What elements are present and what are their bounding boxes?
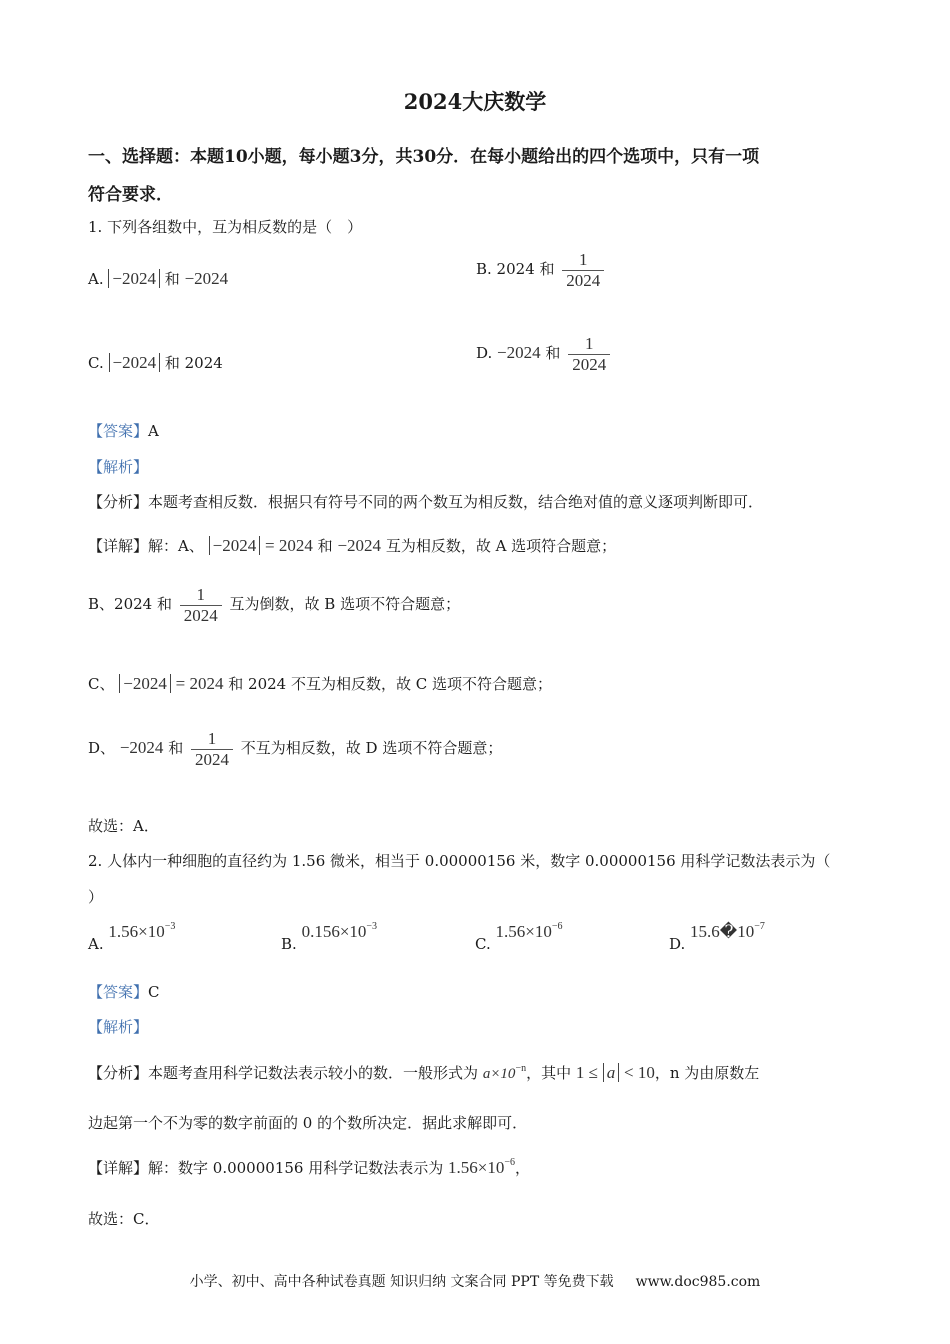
- q2-conclusion: 故选：C．: [88, 1210, 160, 1228]
- fraction: $\frac{1}{2024}$: [562, 250, 604, 290]
- conj: 和: [545, 344, 561, 363]
- abs-value: −2024: [108, 269, 160, 288]
- footer-url[interactable]: www.doc985.com: [635, 1274, 761, 1290]
- section-heading-cont: 符合要求．: [88, 185, 173, 205]
- q2-analysis-cont: 边起第一个不为零的数字前面的 0 的个数所决定．据此求解即可．: [88, 1114, 528, 1132]
- q1-detail-c: C、 −2024 = 2024 和 2024 不互为相反数，故 C 选项不符合题意；: [88, 674, 552, 693]
- q1-option-c: [88, 352, 223, 373]
- q1-conclusion: 故选：A．: [88, 817, 159, 835]
- q1-detail-a: 【详解】解：A、 −2024 = 2024 和 −2024 互为相反数，故 A 选项符合题意；: [88, 536, 617, 555]
- option-tail: 和 2024: [164, 354, 223, 372]
- q2-stem-cont: ）: [88, 888, 104, 906]
- option-label: D.: [476, 344, 493, 363]
- q2-option-b: B. $0.156\times 10^{-3}$: [281, 921, 378, 953]
- q1-jiexi: 【解析】: [88, 458, 149, 476]
- math-value: −2024: [497, 343, 541, 363]
- option-label: A.: [88, 270, 104, 288]
- q1-analysis: 【分析】本题考查相反数．根据只有符号不同的两个数互为相反数，结合绝对值的意义逐项判断即可．: [88, 493, 764, 511]
- fraction: $\frac{1}{2024}$: [568, 334, 610, 374]
- q2-stem: 2. 人体内一种细胞的直径约为 1.56 微米，相当于 0.00000156 米，数字 0.00000156 用科学记数法表示为（: [88, 852, 831, 870]
- footer: [0, 1271, 950, 1291]
- q1-answer: [88, 420, 159, 441]
- q1-detail-b: B、2024 和 $\frac{1}{2024}$ 互为倒数，故 B 选项不符合题意；: [88, 585, 461, 625]
- q2-option-c: C. $1.56\times 10^{-6}$: [475, 921, 563, 953]
- q2-detail: 【详解】解：数字 0.00000156 用科学记数法表示为 $1.56\times 10^{-6}$，: [88, 1157, 530, 1177]
- answer-tag: 【答案】: [88, 422, 149, 440]
- section-heading: 一、选择题：本题10小题，每小题3分，共30分．在每小题给出的四个选项中，只有一项: [88, 147, 760, 167]
- q1-stem: 1. 下列各组数中，互为相反数的是（ ）: [88, 218, 363, 236]
- math-value: −2024: [184, 269, 229, 288]
- q1-option-d: [476, 334, 613, 374]
- option-label: B. 2024 和: [476, 260, 555, 279]
- conj: 和: [164, 270, 180, 288]
- q2-jiexi: 【解析】: [88, 1018, 149, 1036]
- q2-answer: 【答案】C: [88, 983, 160, 1001]
- footer-text: 小学、初中、高中各种试卷真题 知识归纳 文案合同 PPT 等免费下载: [189, 1274, 614, 1290]
- q1-option-b: [476, 250, 607, 290]
- q1-option-a: [88, 268, 228, 289]
- q2-analysis: 【分析】本题考查用科学记数法表示较小的数．一般形式为 $a\times 10^{-n}$，其中 1 ≤ a < 10，n 为由原数左: [88, 1063, 760, 1082]
- q2-option-a: A. $1.56\times 10^{-3}$: [88, 921, 176, 953]
- q2-option-d: D. $15.6�10^{-7}$: [669, 921, 765, 953]
- answer-value: A: [148, 422, 159, 440]
- page-title: 2024大庆数学: [403, 89, 547, 114]
- q1-detail-d: D、 −2024 和 $\frac{1}{2024}$ 不互为相反数，故 D 选项不符合题意；: [88, 729, 503, 769]
- option-label: C.: [88, 354, 104, 372]
- abs-value: −2024: [109, 353, 161, 372]
